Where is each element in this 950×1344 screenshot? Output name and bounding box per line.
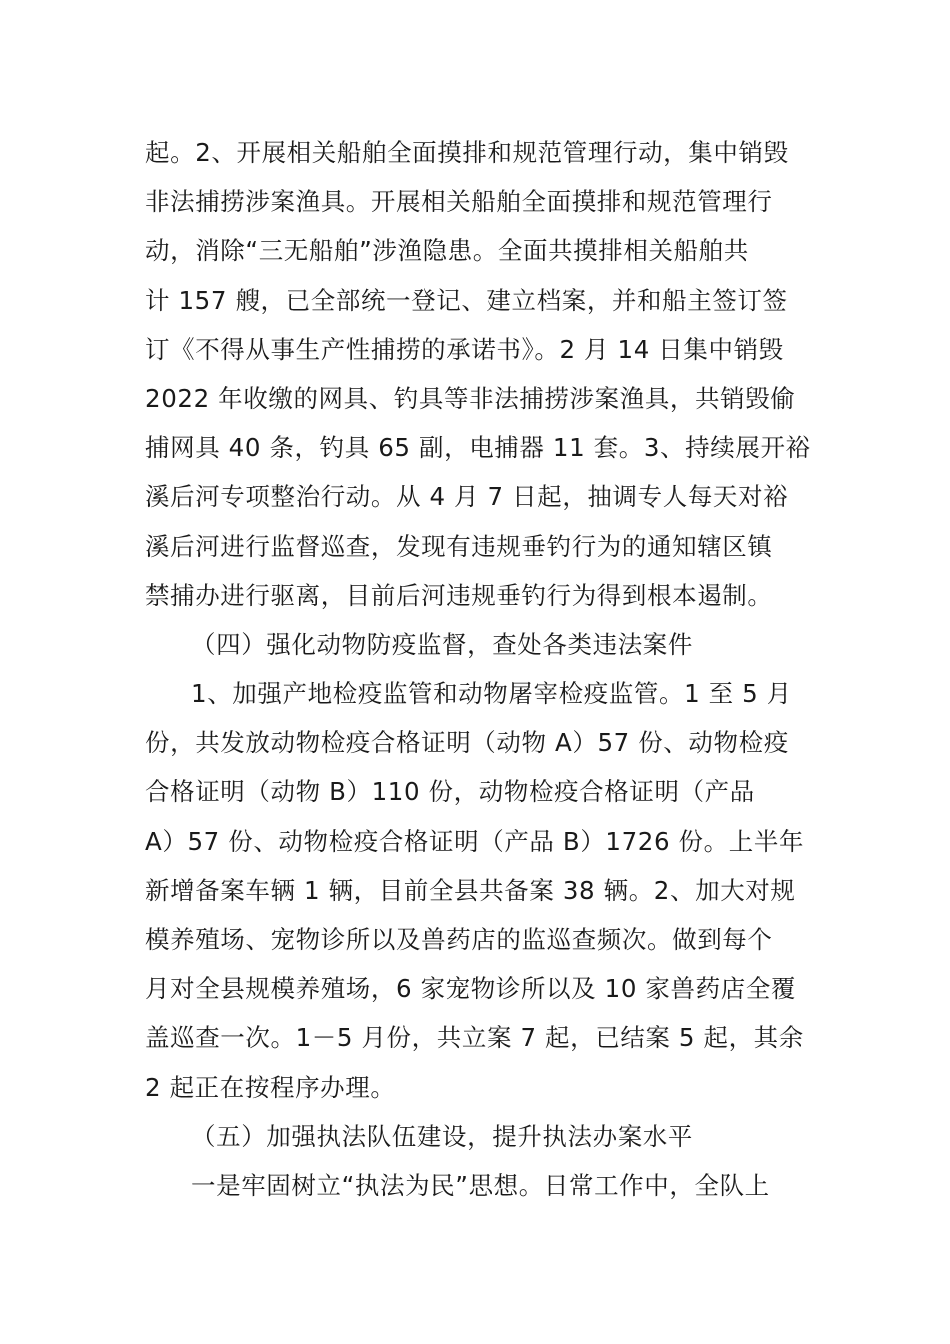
body-line: 模养殖场、宠物诊所以及兽药店的监巡查频次。做到每个 — [145, 925, 773, 954]
body-line: 份，共发放动物检疫合格证明（动物 A）57 份、动物检疫 — [145, 728, 789, 758]
body-line: 合格证明（动物 B）110 份，动物检疫合格证明（产品 — [145, 777, 755, 807]
body-line: 动，消除“三无船舶”涉渔隐患。全面共摸排相关船舶共 — [145, 236, 749, 266]
body-line: 捕网具 40 条，钓具 65 副，电捕器 11 套。3、持续展开裕 — [145, 433, 811, 463]
body-line: 起。2、开展相关船舶全面摸排和规范管理行动，集中销毁 — [145, 138, 789, 167]
body-line: 月对全县规模养殖场，6 家宠物诊所以及 10 家兽药店全覆 — [145, 974, 797, 1004]
paragraph-first-line: 一是牢固树立“执法为民”思想。日常工作中，全队上 — [191, 1170, 770, 1200]
body-line: 订《不得从事生产性捕捞的承诺书》。2 月 14 日集中销毁 — [145, 334, 784, 364]
paragraph-first-line: 1、加强产地检疫监管和动物屠宰检疫监管。1 至 5 月 — [191, 679, 792, 709]
body-line: 溪后河专项整治行动。从 4 月 7 日起，抽调专人每天对裕 — [145, 482, 789, 512]
section-heading-4: （四）强化动物防疫监督，查处各类违法案件 — [191, 629, 693, 659]
body-line: 2 起正在按程序办理。 — [145, 1072, 396, 1102]
body-line: A）57 份、动物检疫合格证明（产品 B）1726 份。上半年 — [145, 826, 805, 856]
body-line: 计 157 艘，已全部统一登记、建立档案，并和船主签订签 — [145, 285, 788, 315]
body-line: 2022 年收缴的网具、钓具等非法捕捞涉案渔具，共销毁偷 — [145, 383, 796, 413]
body-line: 盖巡查一次。1－5 月份，共立案 7 起，已结案 5 起，其余 — [145, 1023, 804, 1053]
section-heading-5: （五）加强执法队伍建设，提升执法办案水平 — [191, 1121, 693, 1151]
body-line: 溪后河进行监督巡查，发现有违规垂钓行为的通知辖区镇 — [145, 531, 773, 561]
document-body — [145, 128, 815, 1210]
body-line: 禁捕办进行驱离，目前后河违规垂钓行为得到根本遏制。 — [145, 580, 773, 610]
body-line: 新增备案车辆 1 辆，目前全县共备案 38 辆。2、加大对规 — [145, 875, 796, 905]
body-line: 非法捕捞涉案渔具。开展相关船舶全面摸排和规范管理行 — [145, 187, 773, 217]
